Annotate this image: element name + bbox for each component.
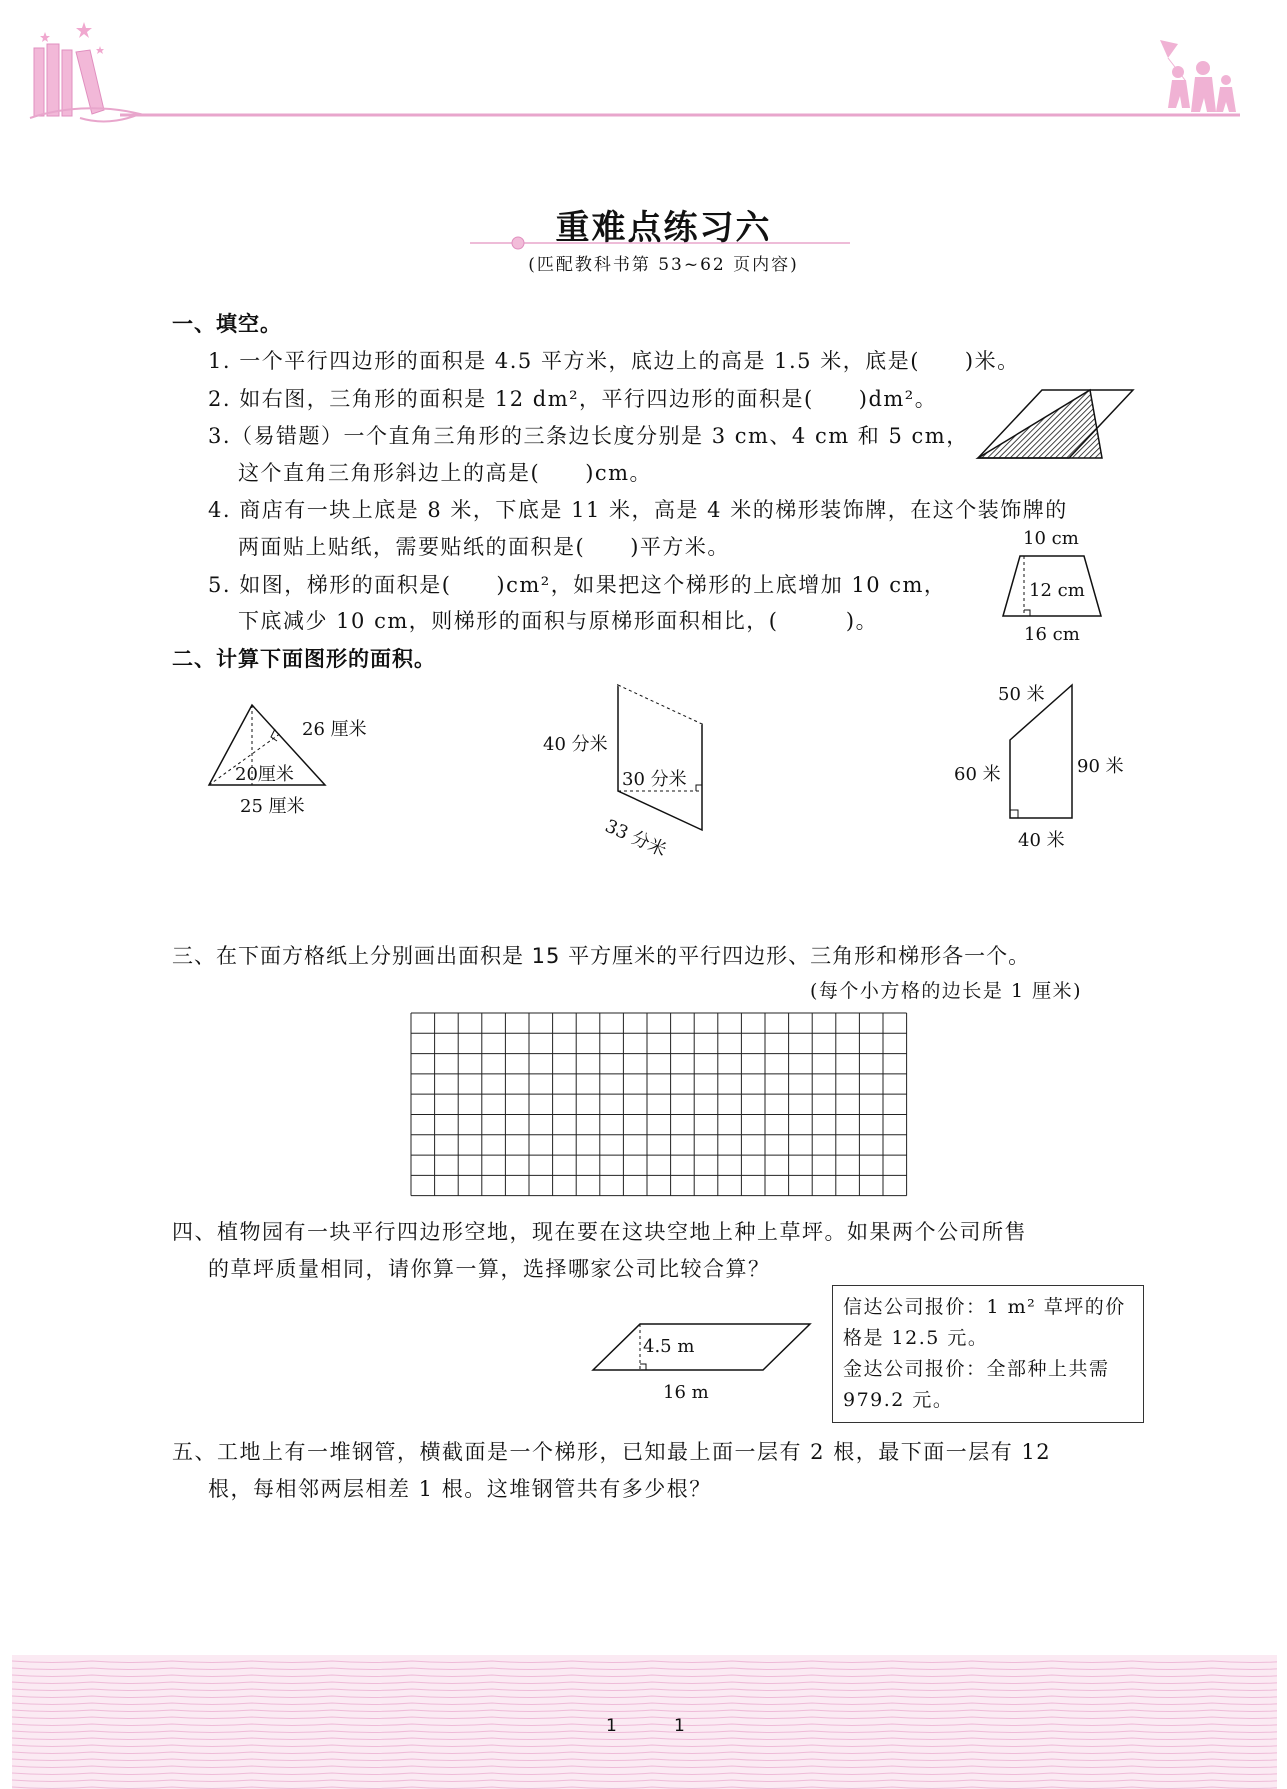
section4-line1: 四、植物园有一块平行四边形空地，现在要在这块空地上种上草坪。如果两个公司所售 — [172, 1220, 1027, 1244]
triangle-side-label: 26 厘米 — [302, 719, 367, 740]
grid-paper[interactable] — [410, 1012, 910, 1202]
right-trapezoid-right-label: 90 米 — [1077, 756, 1124, 777]
price-quote-box — [832, 1285, 1144, 1423]
question-1-2: 2. 如右图，三角形的面积是 12 dm²，平行四边形的面积是( )dm²。 — [208, 387, 938, 411]
page-title: 重难点练习六 — [555, 208, 772, 248]
section3-note: (每个小方格的边长是 1 厘米) — [810, 980, 1082, 1002]
title-rule — [470, 236, 850, 250]
section5-line2: 根，每相邻两层相差 1 根。这堆钢管共有多少根？ — [208, 1477, 712, 1501]
page-number-right: 1 — [674, 1716, 685, 1736]
header-decoration — [0, 0, 1287, 140]
quote-line-4: 979.2 元。 — [843, 1389, 954, 1411]
trapezoid-top-label: 10 cm — [1023, 528, 1079, 549]
vertical-parallelogram-figure — [610, 680, 715, 835]
trapezoid-height-label: 12 cm — [1029, 580, 1085, 601]
page-number-left: 1 — [606, 1716, 617, 1736]
quote-line-2: 格是 12.5 元。 — [843, 1327, 989, 1349]
question-1-5-line1: 5. 如图，梯形的面积是( )cm²，如果把这个梯形的上底增加 10 cm， — [208, 573, 947, 597]
books-logo-icon — [34, 44, 104, 116]
right-trapezoid-left-label: 60 米 — [954, 764, 1001, 785]
triangle-base-label: 25 厘米 — [240, 796, 305, 817]
section5-line1: 五、工地上有一堆钢管，横截面是一个梯形，已知最上面一层有 2 根，最下面一层有 12 — [172, 1440, 1052, 1464]
vparallelogram-side-label: 40 分米 — [543, 734, 608, 755]
question-1-3-line2: 这个直角三角形斜边上的高是( )cm。 — [238, 461, 653, 485]
vparallelogram-height-label: 30 分米 — [622, 769, 687, 790]
lawn-parallelogram-figure — [590, 1320, 815, 1374]
triangle-height-label: 20厘米 — [235, 764, 294, 785]
quote-line-1: 信达公司报价：1 m² 草坪的价 — [843, 1296, 1126, 1318]
lawn-base-label: 16 m — [663, 1382, 709, 1403]
quote-line-3: 金达公司报价：全部种上共需 — [843, 1358, 1110, 1380]
question-1-5-line2: 下底减少 10 cm，则梯形的面积与原梯形面积相比，( )。 — [238, 609, 879, 633]
children-kite-icon — [1160, 40, 1236, 112]
lawn-height-label: 4.5 m — [643, 1336, 695, 1357]
question-1-1: 1. 一个平行四边形的面积是 4.5 平方米，底边上的高是 1.5 米，底是( )米。 — [208, 349, 1020, 373]
question-1-3-line1: 3.（易错题）一个直角三角形的三条边长度分别是 3 cm、4 cm 和 5 cm， — [208, 424, 969, 448]
footer-stripes — [12, 1655, 1277, 1789]
section3-heading: 三、在下面方格纸上分别画出面积是 15 平方厘米的平行四边形、三角形和梯形各一个。 — [172, 944, 1031, 968]
page-subtitle: (匹配教科书第 53~62 页内容) — [528, 255, 799, 275]
section2-heading: 二、计算下面图形的面积。 — [172, 647, 436, 671]
parallelogram-triangle-figure — [975, 385, 1145, 460]
question-1-4-line1: 4. 商店有一块上底是 8 米，下底是 11 米，高是 4 米的梯形装饰牌，在这个装饰牌的 — [208, 498, 1068, 522]
trapezoid-bottom-label: 16 cm — [1024, 624, 1080, 645]
question-1-4-line2: 两面贴上贴纸，需要贴纸的面积是( )平方米。 — [238, 535, 730, 559]
section1-heading: 一、填空。 — [172, 312, 282, 336]
right-trapezoid-bottom-label: 40 米 — [1018, 830, 1065, 851]
right-trapezoid-top-label: 50 米 — [998, 684, 1045, 705]
section4-line2: 的草坪质量相同，请你算一算，选择哪家公司比较合算？ — [208, 1257, 771, 1281]
vparallelogram-base-label: 33 分米 — [601, 815, 670, 862]
